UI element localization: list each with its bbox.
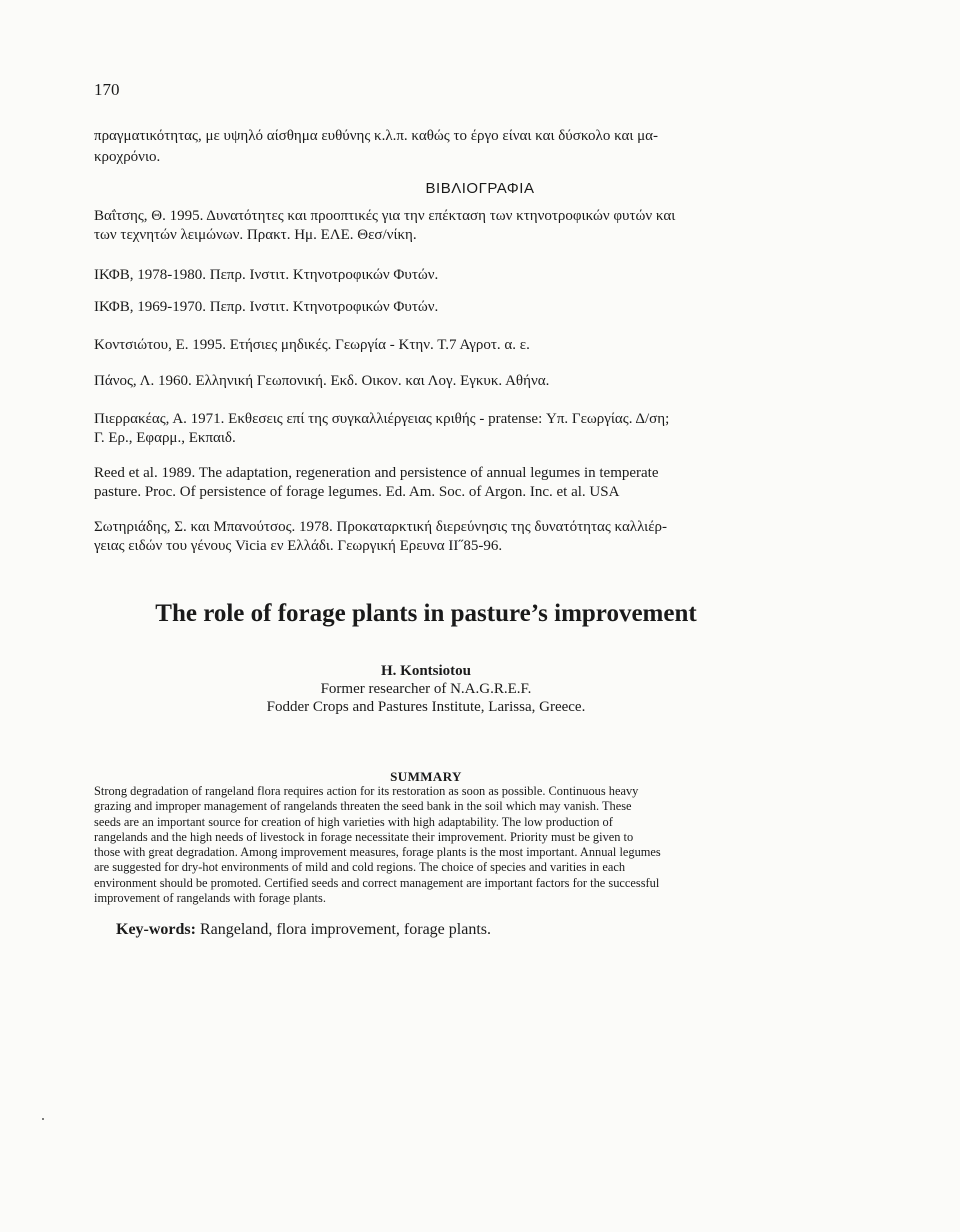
summary-line: improvement of rangelands with forage plants. xyxy=(94,891,326,906)
intro-paragraph xyxy=(94,126,764,168)
keywords-text: Rangeland, flora improvement, forage plants. xyxy=(199,921,491,938)
summary-heading: SUMMARY xyxy=(390,769,462,784)
reference-line: pasture. Proc. Of persistence of forage legumes. Ed. Am. Soc. of Argon. Inc. et al. USA xyxy=(94,484,620,500)
summary-line: grazing and improper management of rangelands threaten the seed bank in the soil which may vanish. These xyxy=(94,799,632,814)
reference-line: Reed et al. 1989. The adaptation, regeneration and persistence of annual legumes in temperate xyxy=(94,465,659,481)
reference-line: Κοντσιώτου, Ε. 1995. Ετήσιες μηδικές. Γεωργία - Κτην. Τ.7 Αγροτ. α. ε. xyxy=(94,337,530,353)
reference-entry xyxy=(94,298,766,317)
reference-entry xyxy=(94,410,766,448)
reference-entry xyxy=(94,266,766,285)
reference-entry xyxy=(94,518,766,556)
reference-line: των τεχνητών λειμώνων. Πρακτ. Ημ. ΕΛΕ. Θεσ/νίκη. xyxy=(94,227,417,243)
keywords xyxy=(116,921,491,939)
affiliation-line: Fodder Crops and Pastures Institute, Larissa, Greece. xyxy=(266,699,586,715)
scan-speck xyxy=(42,1118,44,1120)
summary-body xyxy=(94,784,752,906)
reference-line: Σωτηριάδης, Σ. και Μπανούτσος. 1978. Προκαταρκτική διερεύνησις της δυνατότητας καλλιέρ- xyxy=(94,519,667,535)
summary-line: environment should be promoted. Certified seeds and correct management are important factors for the successful xyxy=(94,875,660,890)
intro-line: κροχρόνιο. xyxy=(94,149,161,165)
summary-line: are suggested for dry-hot environments of mild and cold regions. The choice of species and varities in each xyxy=(94,860,626,875)
summary-line: those with great degradation. Among improvement measures, forage plants is the most important. Annual legumes xyxy=(94,845,661,860)
author-block xyxy=(0,662,852,716)
reference-line: Βαΐτσης, Θ. 1995. Δυνατότητες και προοπτικές για την επέκταση των κτηνοτροφικών φυτών και xyxy=(94,208,676,224)
article-title: The role of forage plants in pasture’s improvement xyxy=(155,600,697,627)
reference-entry xyxy=(94,207,766,245)
summary-line: Strong degradation of rangeland flora requires action for its restoration as soon as possible. Continuous heavy xyxy=(94,784,639,798)
summary-line: seeds are an important source for creation of high varieties with high adaptability. The low production of xyxy=(94,814,613,829)
keywords-label: Key-words: xyxy=(116,921,196,938)
reference-entry xyxy=(94,372,766,391)
reference-line: Πιερρακέας, Α. 1971. Εκθεσεις επί της συγκαλλιέργειας κριθής - pratense: Υπ. Γεωργίας. Δ/ση; xyxy=(94,411,670,427)
reference-line: ΙΚΦΒ, 1969-1970. Πεπρ. Ινστιτ. Κτηνοτροφικών Φυτών. xyxy=(94,299,439,315)
reference-line: Πάνος, Λ. 1960. Ελληνική Γεωπονική. Εκδ. Οικον. και Λογ. Εγκυκ. Αθήνα. xyxy=(94,373,550,389)
author-name: H. Kontsiotou xyxy=(380,663,471,679)
affiliation-line: Former researcher of N.A.G.R.E.F. xyxy=(320,681,532,697)
reference-entry xyxy=(94,336,766,355)
reference-line: ΙΚΦΒ, 1978-1980. Πεπρ. Ινστιτ. Κτηνοτροφικών Φυτών. xyxy=(94,267,439,283)
reference-line: Γ. Ερ., Εφαρμ., Εκπαιδ. xyxy=(94,430,236,446)
summary-line: rangelands and the high needs of livestock in forage necessitate their improvement. Priority must be given to xyxy=(94,829,634,844)
reference-entry xyxy=(94,464,766,502)
bibliography-heading: ΒΙΒΛΙΟΓΡΑΦΙΑ xyxy=(425,180,535,197)
reference-line: γειας ειδών του γένους Vicia εν Ελλάδι. Γεωργική Ερευνα ΙΙ˝85-96. xyxy=(94,538,503,554)
intro-line: πραγματικότητας, με υψηλό αίσθημα ευθύνης κ.λ.π. καθώς το έργο είναι και δύσκολο και μα- xyxy=(94,128,659,144)
page-number: 170 xyxy=(94,80,120,99)
